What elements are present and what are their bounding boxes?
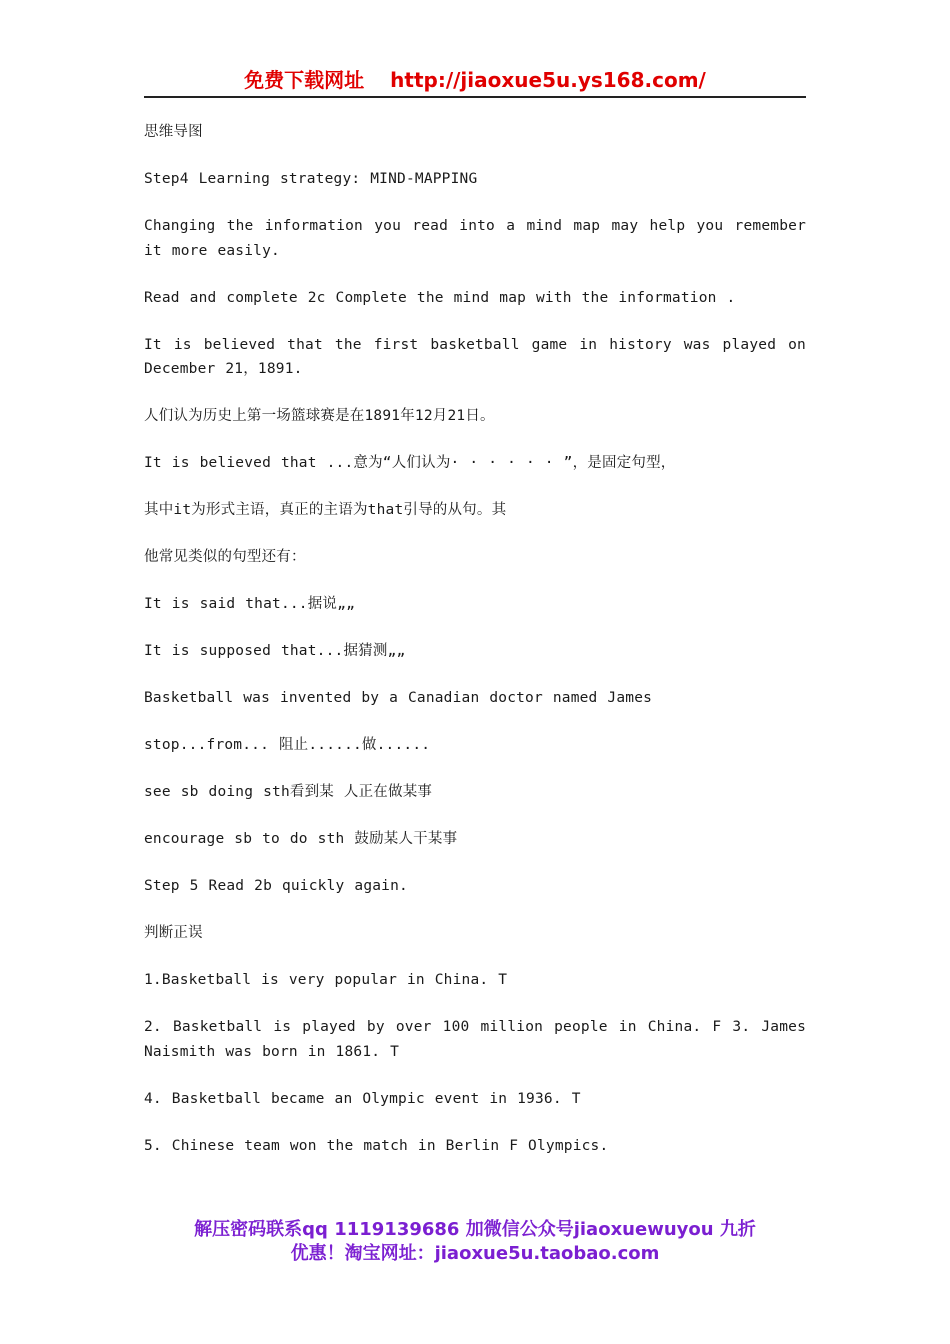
paragraph-true-false: 判断正误 [144, 925, 203, 941]
paragraph-it-is-said: It is said that...据说„„ [144, 596, 355, 612]
paragraph-invented: Basketball was invented by a Canadian doctor named James [144, 690, 653, 706]
paragraph-translation: 人们认为历史上第一场篮球赛是在1891年12月21日。 [144, 408, 495, 424]
paragraph-read-complete: Read and complete 2c Complete the mind map with the information . [144, 289, 736, 306]
header-url[interactable]: http://jiaoxue5u.ys168.com/ [390, 68, 706, 92]
paragraph-title: 思维导图 [144, 124, 203, 140]
header-banner [144, 64, 806, 98]
document-body [144, 120, 806, 1181]
paragraph-believed-sentence: It is believed that the first basketball game in history was played on December 21，1891. [144, 336, 806, 377]
paragraph-pattern-explain: It is believed that ...意为“人们认为· · · · · · ”，是固定句型， [144, 455, 676, 471]
paragraph-step4: Step4 Learning strategy: MIND-MAPPING [144, 171, 478, 187]
paragraph-step5: Step 5 Read 2b quickly again. [144, 878, 408, 894]
paragraph-item-4: 4. Basketball became an Olympic event in 1936. T [144, 1090, 581, 1107]
paragraph-mind-map-tip: Changing the information you read into a mind map may help you remember it more easily. [144, 218, 806, 259]
paragraph-see-doing: see sb doing sth看到某 人正在做某事 [144, 784, 433, 800]
paragraph-encourage: encourage sb to do sth 鼓励某人干某事 [144, 831, 458, 847]
footer-line-2: 优惠！淘宝网址：jiaoxue5u.taobao.com [290, 1243, 660, 1264]
header-label: 免费下载网址 [244, 68, 365, 92]
paragraph-it-subject: 其中it为形式主语，真正的主语为that引导的从句。其 [144, 502, 507, 518]
footer-line-1: 解压密码联系qq 1119139686 加微信公众号jiaoxuewuyou 九折 [194, 1219, 756, 1240]
paragraph-item-1: 1.Basketball is very popular in China. T [144, 972, 508, 988]
paragraph-item-2-3: 2. Basketball is played by over 100 million people in China. F 3. James Naismith was born in 1861. T [144, 1019, 806, 1060]
paragraph-stop-from: stop...from... 阻止......做...... [144, 737, 431, 753]
footer-banner [144, 1218, 806, 1266]
paragraph-item-5: 5. Chinese team won the match in Berlin F Olympics. [144, 1137, 609, 1154]
paragraph-similar-patterns: 他常见类似的句型还有： [144, 549, 306, 565]
paragraph-it-is-supposed: It is supposed that...据猜测„„ [144, 643, 406, 659]
